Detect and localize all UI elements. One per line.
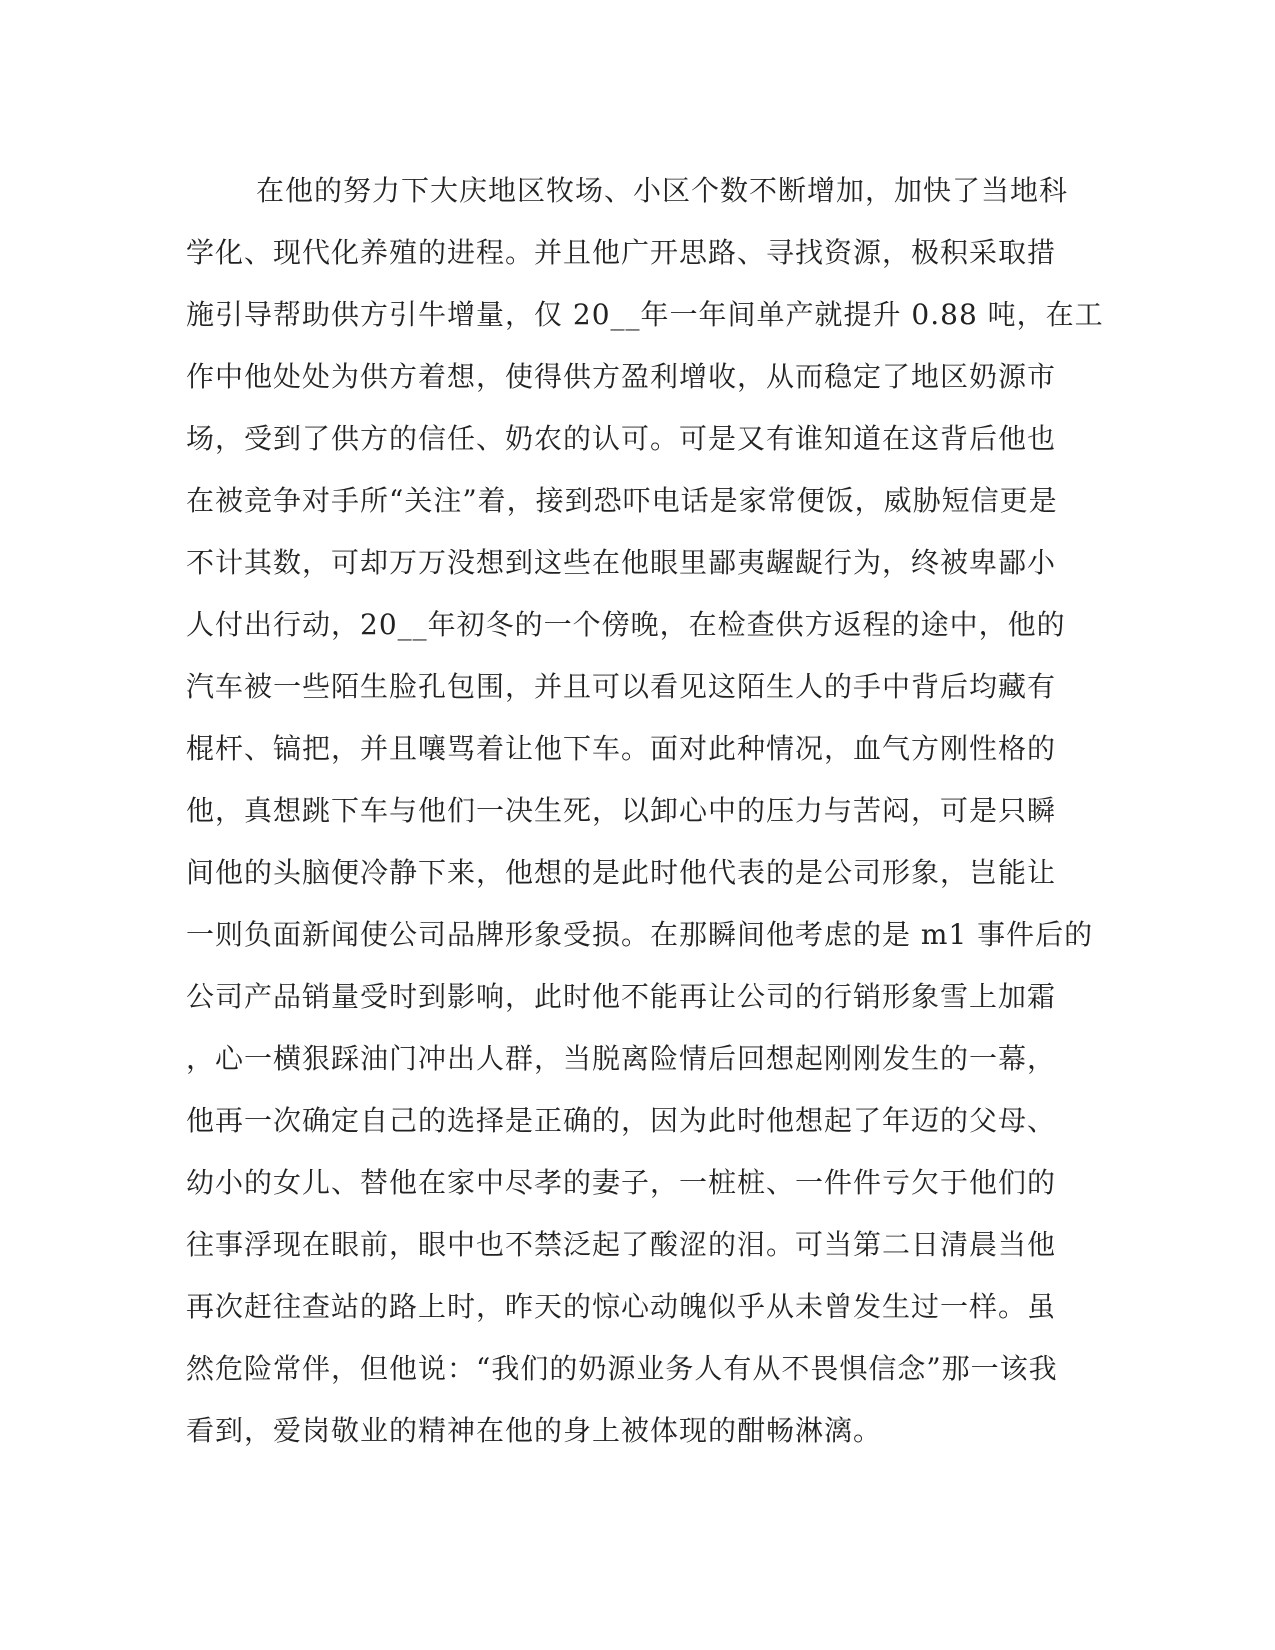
paragraph-line: 在他的努力下大庆地区牧场、小区个数不断增加，加快了当地科 [256, 174, 1069, 207]
paragraph-line: 棍杆、镐把，并且嚷骂着让他下车。面对此种情况，血气方刚性格的 [186, 732, 1057, 765]
paragraph-line: 作中他处处为供方着想，使得供方盈利增收，从而稳定了地区奶源市 [186, 360, 1057, 393]
paragraph-line: 然危险常伴，但他说：“我们的奶源业务人有从不畏惧信念”那一该我 [186, 1352, 1058, 1385]
paragraph-line: 汽车被一些陌生脸孔包围，并且可以看见这陌生人的手中背后均藏有 [186, 670, 1057, 703]
paragraph-line: 场，受到了供方的信任、奶农的认可。可是又有谁知道在这背后他也 [186, 422, 1057, 455]
paragraph-line: 学化、现代化养殖的进程。并且他广开思路、寻找资源，极积采取措 [186, 236, 1057, 269]
paragraph-line: 看到，爱岗敬业的精神在他的身上被体现的酣畅淋漓。 [186, 1414, 883, 1447]
paragraph-line: 在被竞争对手所“关注”着，接到恐吓电话是家常便饭，威胁短信更是 [186, 484, 1058, 517]
paragraph-line: 公司产品销量受时到影响，此时他不能再让公司的行销形象雪上加霜 [186, 980, 1057, 1013]
paragraph-line: 人付出行动，20__年初冬的一个傍晚，在检查供方返程的途中，他的 [186, 608, 1066, 641]
paragraph-line: 间他的头脑便冷静下来，他想的是此时他代表的是公司形象，岂能让 [186, 856, 1057, 889]
paragraph-line: 施引导帮助供方引牛增量，仅 20__年一年间单产就提升 0.88 吨，在工 [186, 298, 1104, 331]
paragraph-line: 往事浮现在眼前，眼中也不禁泛起了酸涩的泪。可当第二日清晨当他 [186, 1228, 1057, 1261]
paragraph-line: 他，真想跳下车与他们一决生死，以卸心中的压力与苦闷，可是只瞬 [186, 794, 1057, 827]
body-paragraph [186, 160, 1104, 1462]
paragraph-line: 幼小的女儿、替他在家中尽孝的妻子，一桩桩、一件件亏欠于他们的 [186, 1166, 1057, 1199]
paragraph-line: ，心一横狠踩油门冲出人群，当脱离险情后回想起刚刚发生的一幕， [186, 1042, 1057, 1075]
paragraph-line: 再次赶往查站的路上时，昨天的惊心动魄似乎从未曾发生过一样。虽 [186, 1290, 1057, 1323]
paragraph-line: 不计其数，可却万万没想到这些在他眼里鄙夷龌龊行为，终被卑鄙小 [186, 546, 1057, 579]
paragraph-line: 一则负面新闻使公司品牌形象受损。在那瞬间他考虑的是 m1 事件后的 [186, 918, 1094, 951]
paragraph-line: 他再一次确定自己的选择是正确的，因为此时他想起了年迈的父母、 [186, 1104, 1057, 1137]
